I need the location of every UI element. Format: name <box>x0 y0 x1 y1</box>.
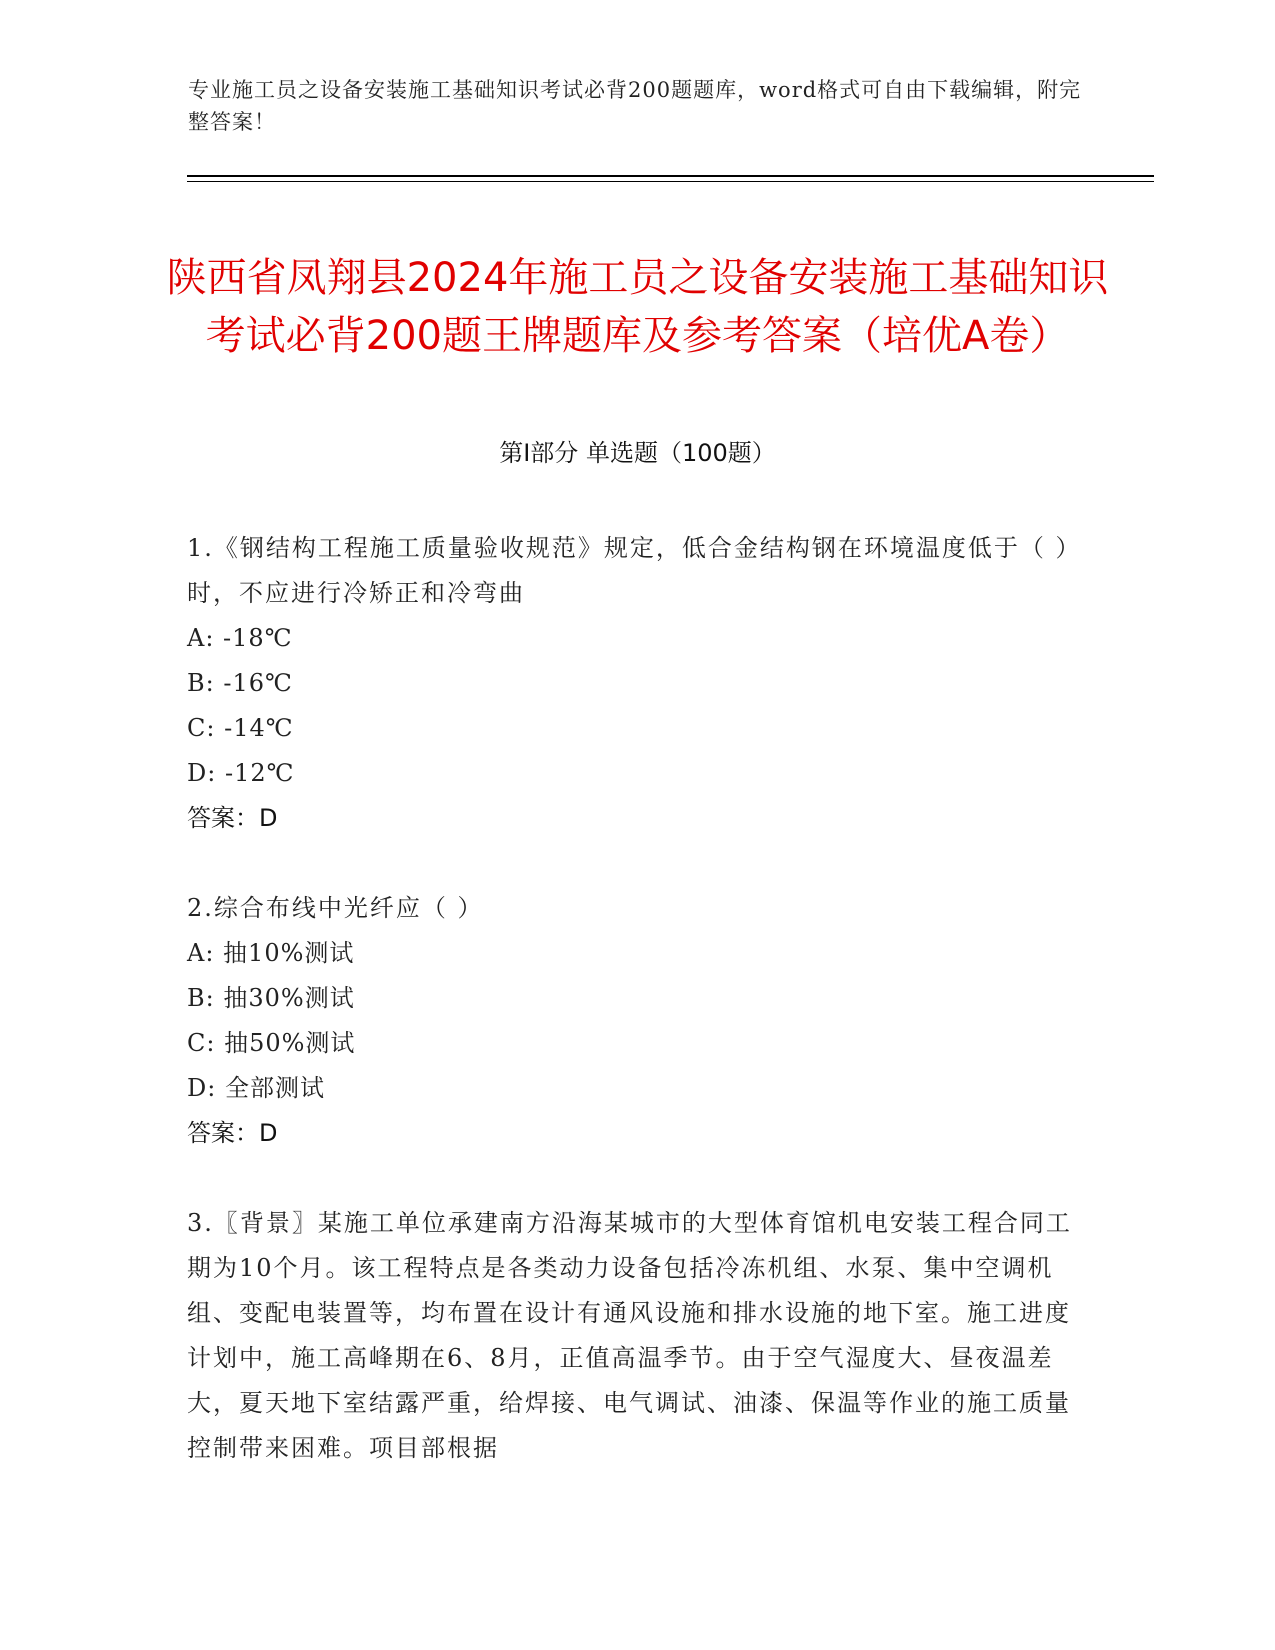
answer: 答案：D <box>187 1119 278 1147</box>
option-c: C: -14℃ <box>187 714 294 742</box>
option-b: B: -16℃ <box>187 669 293 697</box>
header-note: 专业施工员之设备安装施工基础知识考试必背200题题库，word格式可自由下载编辑，附完整答案！ <box>188 78 1082 134</box>
option-c: C: 抽50%测试 <box>187 1029 356 1057</box>
question-1 <box>187 526 1077 841</box>
answer: 答案：D <box>187 804 278 832</box>
option-b: B: 抽30%测试 <box>187 984 355 1012</box>
option-a: A: -18℃ <box>187 624 293 652</box>
question-3 <box>187 1201 1077 1471</box>
question-text: 1.《钢结构工程施工质量验收规范》规定，低合金结构钢在环境温度低于（ ）时，不应进行冷矫正和冷弯曲 <box>187 534 1070 607</box>
question-2 <box>187 886 1077 1156</box>
document-title: 陕西省凤翔县2024年施工员之设备安装施工基础知识考试必背200题王牌题库及参考答案（培优A卷） <box>166 254 1109 359</box>
question-list <box>187 526 1077 1516</box>
header-divider-thin <box>187 181 1154 182</box>
question-text: 3.〖背景〗某施工单位承建南方沿海某城市的大型体育馆机电安装工程合同工期为10个月。该工程特点是各类动力设备包括冷冻机组、水泵、集中空调机组、变配电装置等，均布置在设计有通风设施和排水设施的地下室。施工进度计划中，施工高峰期在6、8月，正值高温季节。由于空气湿度大、昼夜温差大，夏天地下室结露严重，给焊接、电气调试、油漆、保温等作业的施工质量控制带来困难。项目部根据 <box>187 1209 1072 1462</box>
option-d: D: 全部测试 <box>187 1074 325 1102</box>
option-d: D: -12℃ <box>187 759 295 787</box>
question-text: 2.综合布线中光纤应（ ） <box>187 894 484 922</box>
header-divider-thick <box>187 175 1154 177</box>
option-a: A: 抽10%测试 <box>187 939 355 967</box>
section-title: 第Ⅰ部分 单选题（100题） <box>499 439 776 467</box>
